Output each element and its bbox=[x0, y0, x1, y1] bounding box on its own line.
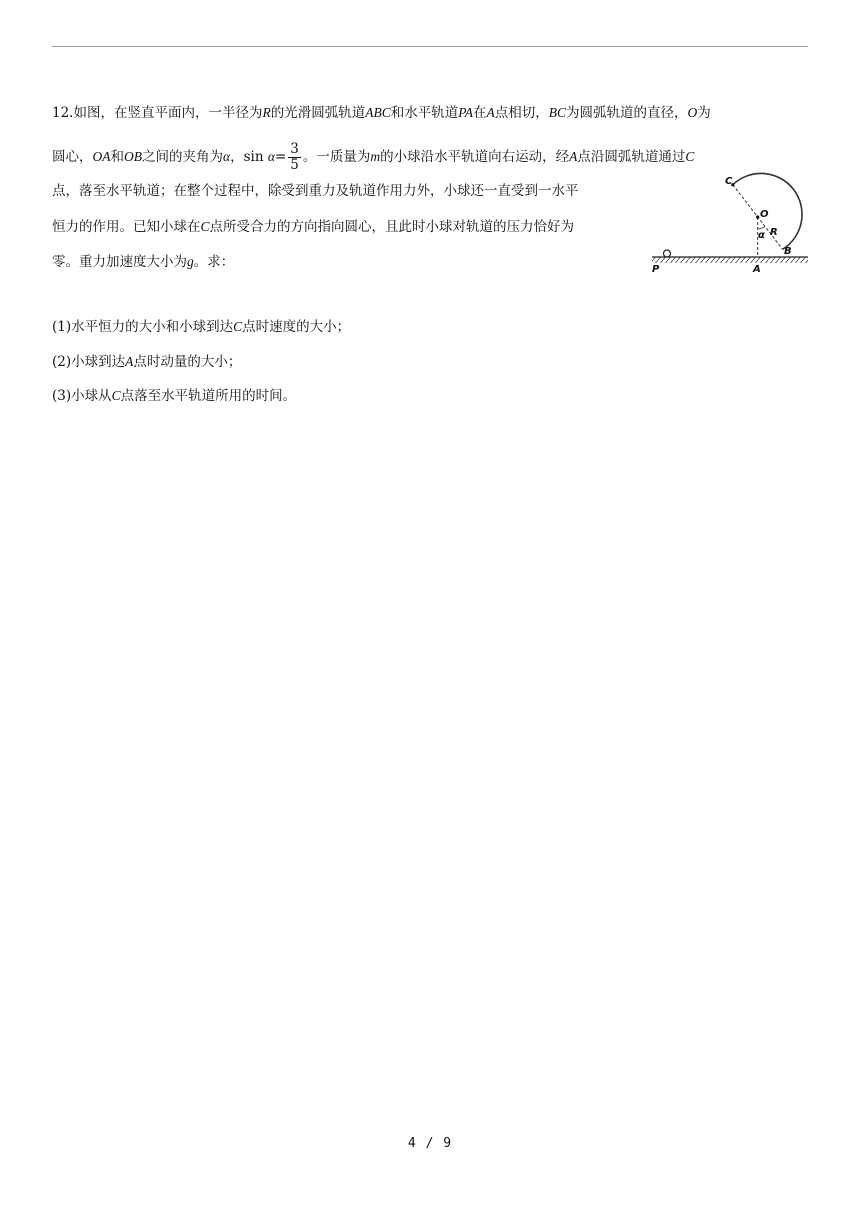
point-o bbox=[756, 215, 759, 218]
label-c: C bbox=[725, 176, 733, 187]
ground-hatch bbox=[652, 257, 808, 263]
page-number: 4 / 9 bbox=[407, 1136, 453, 1151]
label-p: P bbox=[652, 264, 660, 275]
problem-line-2: 圆心，OA和OB之间的夹角为α，sin α= $\frac{3}{5}$ 。一质量为m的小球沿水平轨道向右运动，经A点沿圆弧轨道通过C bbox=[52, 141, 695, 173]
problem-line-4: 恒力的作用。已知小球在C点所受合力的方向指向圆心，且此时小球对轨道的压力恰好为 bbox=[52, 219, 575, 235]
label-a: A bbox=[753, 264, 761, 275]
label-r: R bbox=[770, 227, 778, 238]
fraction-three-fifths: $\frac{3}{5}$ bbox=[290, 141, 299, 173]
question-1: (1)水平恒力的大小和小球到达C点时速度的大小； bbox=[52, 319, 351, 335]
label-b: B bbox=[784, 246, 792, 257]
angle-arc bbox=[758, 227, 765, 229]
label-alpha: α bbox=[758, 230, 765, 241]
problem-line-1: 12.如图，在竖直平面内，一半径为R的光滑圆弧轨道ABC和水平轨道PA在A点相切，BC为圆弧轨道的直径，O为 bbox=[52, 105, 711, 121]
problem-line-3: 点，落至水平轨道；在整个过程中，除受到重力及轨道作用力外，小球还一直受到一水平 bbox=[52, 183, 579, 199]
small-ball bbox=[664, 250, 671, 257]
question-2: (2)小球到达A点时动量的大小； bbox=[52, 354, 242, 370]
problem-line-5: 零。重力加速度大小为g。求： bbox=[52, 254, 235, 270]
circular-track-figure bbox=[648, 170, 812, 278]
question-3: (3)小球从C点落至水平轨道所用的时间。 bbox=[52, 388, 297, 404]
label-o: O bbox=[760, 209, 769, 220]
header-rule bbox=[52, 46, 808, 47]
track-diagram bbox=[648, 170, 812, 278]
